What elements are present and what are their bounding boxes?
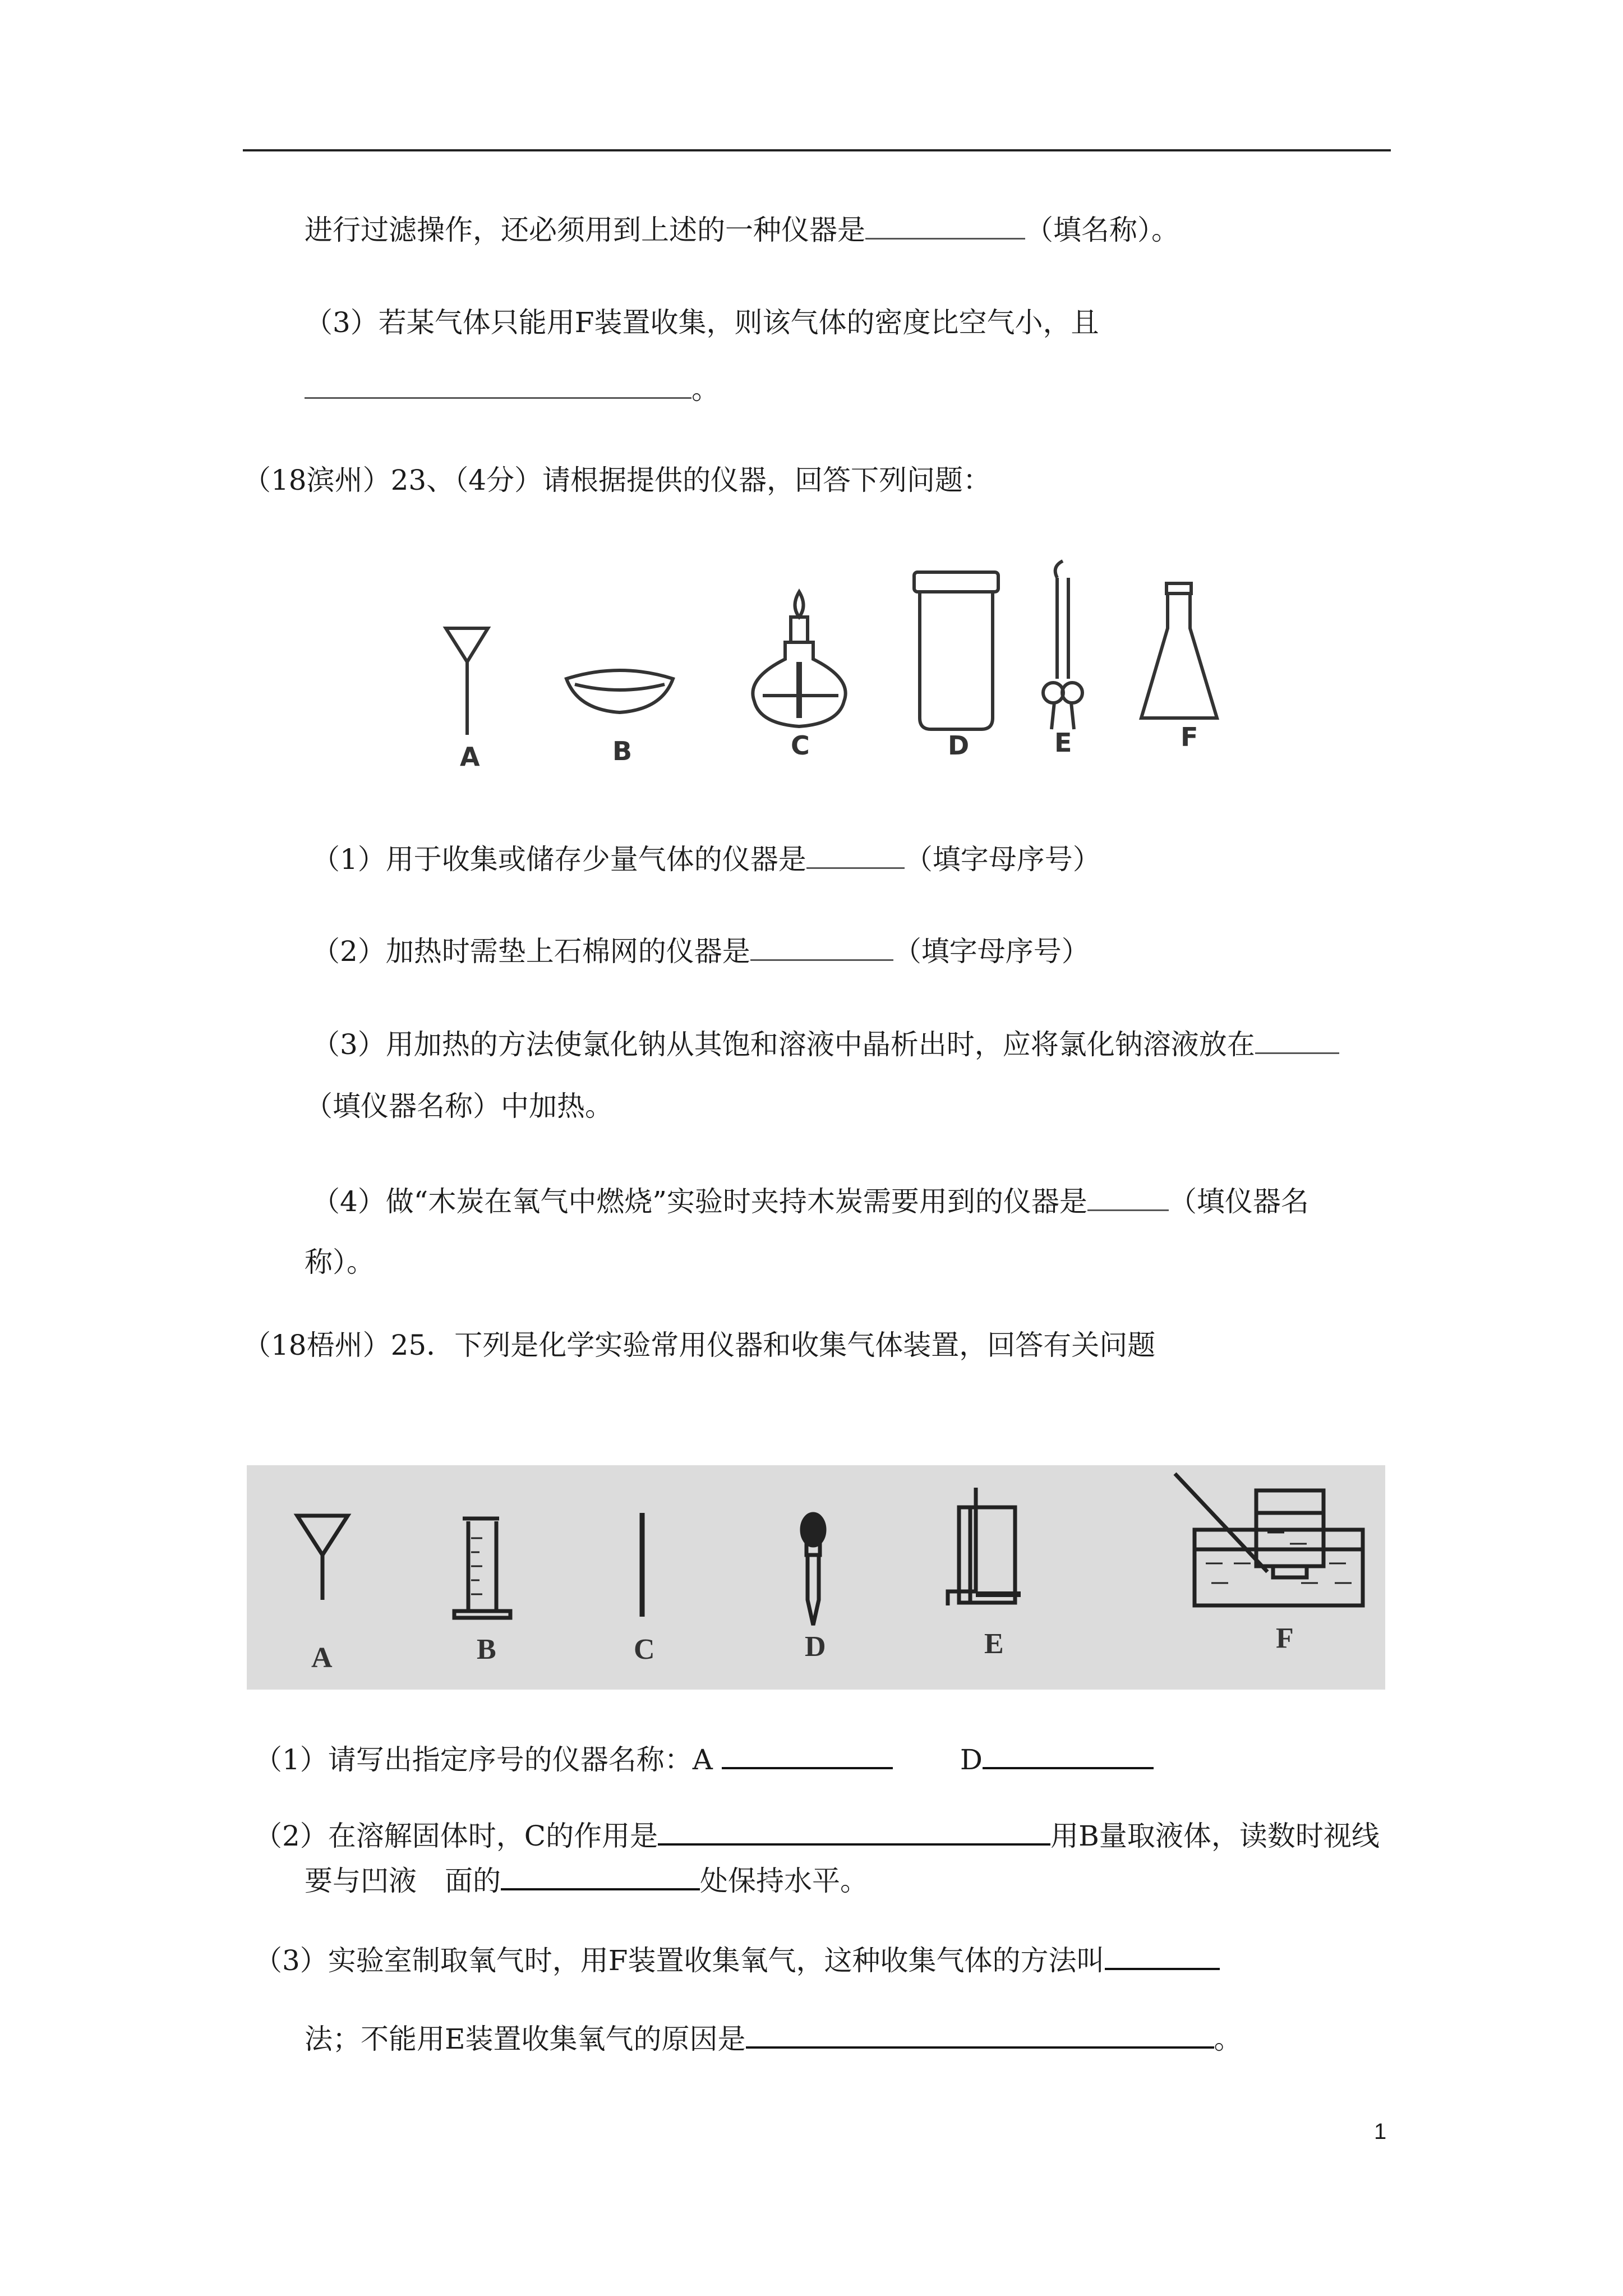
answer-blank[interactable] bbox=[806, 841, 905, 869]
answer-blank-d[interactable] bbox=[983, 1741, 1154, 1769]
answer-blank[interactable] bbox=[305, 371, 691, 399]
q25-item-2-cont: 要与凹液 面的 处保持水平。 bbox=[305, 1862, 868, 1898]
prev-line-1: 进行过滤操作，还必须用到上述的一种仪器是 （填名称）。 bbox=[305, 212, 1179, 247]
figure-label-d: D bbox=[948, 730, 970, 761]
q23-heading: （18滨州）23、（4分）请根据提供的仪器，回答下列问题： bbox=[243, 464, 992, 496]
figure-label-e: E bbox=[1054, 728, 1072, 758]
answer-blank[interactable] bbox=[658, 1818, 1050, 1846]
figure-label-c: C bbox=[634, 1634, 655, 1665]
prev-line-2: （3）若某气体只能用F装置收集，则该气体的密度比空气小，且 bbox=[305, 306, 1099, 339]
figure-label-f: F bbox=[1276, 1622, 1294, 1654]
figure-label-a: A bbox=[311, 1642, 333, 1674]
answer-blank[interactable] bbox=[501, 1862, 700, 1890]
answer-blank[interactable] bbox=[1255, 1027, 1339, 1054]
q25-heading: （18梧州）25．下列是化学实验常用仪器和收集气体装置，回答有关问题 bbox=[243, 1329, 1156, 1361]
q25-item-1: （1）请写出指定序号的仪器名称：A D bbox=[254, 1741, 1154, 1777]
q23-item-4-cont: 称）。 bbox=[305, 1246, 375, 1278]
figure-label-a: A bbox=[460, 742, 480, 772]
crucible-tongs-icon bbox=[1043, 561, 1082, 729]
q25-apparatus-figure bbox=[247, 1465, 1385, 1690]
funnel-icon bbox=[446, 628, 488, 735]
conical-flask-icon bbox=[1141, 583, 1217, 718]
figure-label-c: C bbox=[791, 730, 810, 761]
figure-label-f: F bbox=[1181, 722, 1198, 752]
figure-label-b: B bbox=[612, 736, 633, 766]
q23-apparatus-figure bbox=[426, 550, 1245, 780]
answer-blank[interactable] bbox=[750, 933, 893, 961]
q23-item-3: （3）用加热的方法使氯化钠从其饱和溶液中晶析出时，应将氯化钠溶液放在 bbox=[312, 1027, 1339, 1061]
answer-blank[interactable] bbox=[746, 2021, 1214, 2049]
page-number: 1 bbox=[1374, 2119, 1387, 2144]
q25-item-2: （2）在溶解固体时，C的作用是 用B量取液体，读数时视线 bbox=[254, 1818, 1380, 1853]
header-rule bbox=[243, 149, 1391, 151]
q23-item-1: （1）用于收集或储存少量气体的仪器是 （填字母序号） bbox=[312, 841, 1101, 876]
figure-label-d: D bbox=[805, 1631, 826, 1663]
answer-blank-a[interactable] bbox=[722, 1741, 893, 1769]
answer-blank[interactable] bbox=[1087, 1184, 1169, 1211]
alcohol-lamp-icon bbox=[753, 592, 845, 726]
evaporating-dish-icon bbox=[566, 670, 673, 712]
gas-collecting-bottle-icon bbox=[914, 572, 998, 729]
figure-label-b: B bbox=[477, 1634, 496, 1665]
q25-item-3: （3）实验室制取氧气时，用F装置收集氧气，这种收集气体的方法叫 bbox=[254, 1942, 1220, 1977]
figure-label-e: E bbox=[984, 1628, 1004, 1660]
answer-blank[interactable] bbox=[865, 212, 1025, 240]
answer-blank[interactable] bbox=[1105, 1942, 1220, 1970]
q25-item-3-cont: 法；不能用E装置收集氧气的原因是 。 bbox=[305, 2021, 1242, 2056]
prev-line-3: 。 bbox=[305, 371, 720, 406]
q23-item-4: （4）做“木炭在氧气中燃烧”实验时夹持木炭需要用到的仪器是 （填仪器名 bbox=[312, 1184, 1309, 1218]
q23-item-2: （2）加热时需垫上石棉网的仪器是 （填字母序号） bbox=[312, 933, 1090, 968]
q23-item-3-cont: （填仪器名称）中加热。 bbox=[305, 1090, 613, 1122]
